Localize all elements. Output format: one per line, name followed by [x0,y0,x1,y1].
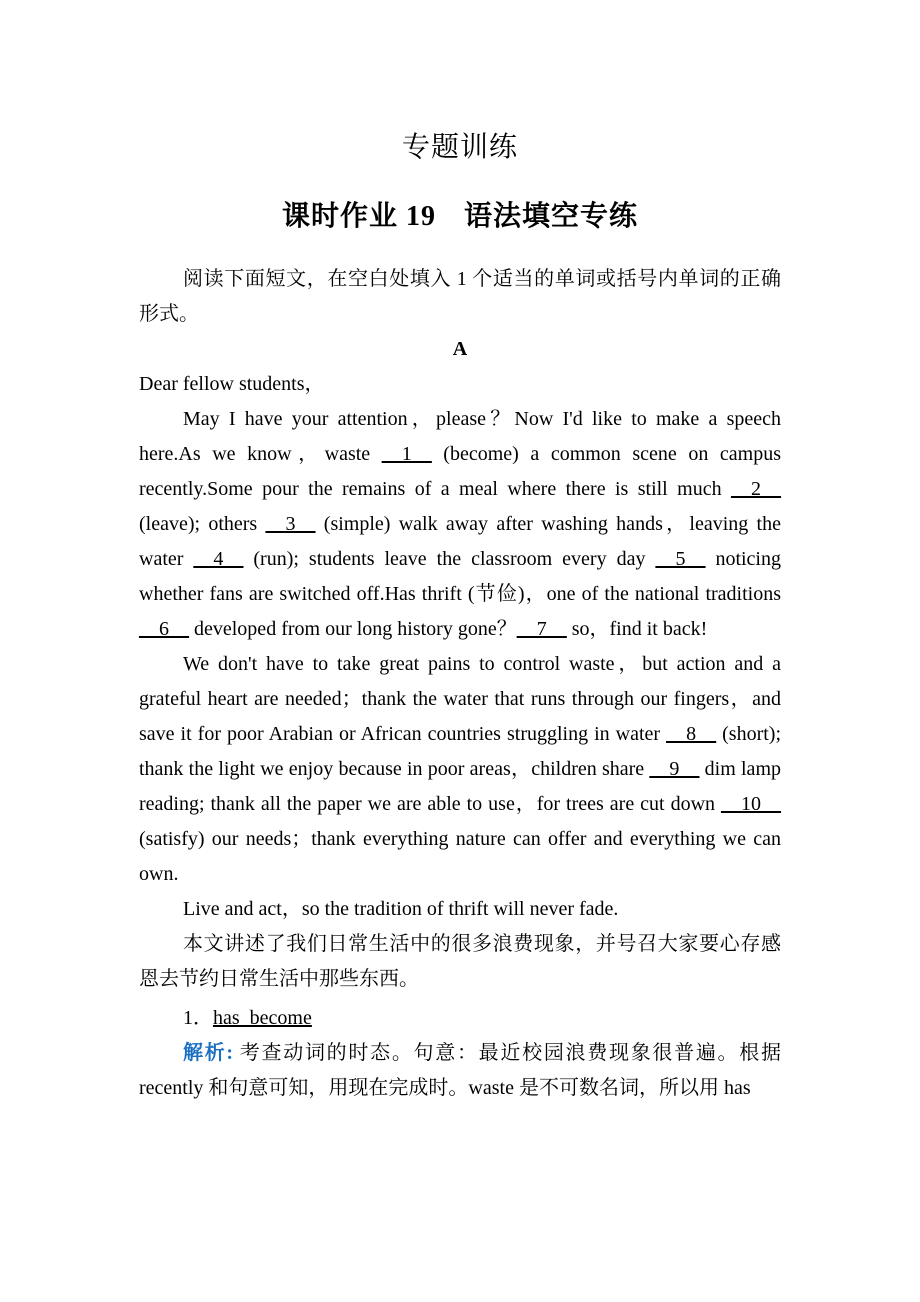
passage-label: A [452,338,468,360]
text-run: (simple) walk away after washing hands，leaving the water [139,513,781,570]
text-run: (satisfy) our needs；thank everything nature can offer and everything we can own. [139,828,781,885]
analysis-text: 考查动词的时态。句意：最近校园浪费现象很普遍。根据 recently 和句意可知，用现在完成时。waste 是不可数名词，所以用 has [139,1042,781,1099]
text-run: (leave); others [139,513,266,535]
section-title: 专题训练 [401,132,518,163]
text-run: developed from our long history gone？ [189,618,517,640]
text-run: so，find it back! [566,618,708,640]
lesson-title [139,197,781,237]
text-run: noticing whether fans are switched off.Has thrift (节俭)，one of the national traditions [139,548,781,605]
answer-item-1 [139,1001,781,1036]
blank-5: __5__ [655,548,706,570]
text-run: dim lamp reading; thank all the paper we are able to use，for trees are cut down [139,758,781,815]
text-run: (run); students leave the classroom every day [243,548,656,570]
passage-paragraph-3: Live and act，so the tradition of thrift will never fade. [183,898,619,920]
greeting: Dear fellow students， [139,373,325,395]
blank-6: __6__ [139,618,189,640]
passage-summary: 本文讲述了我们日常生活中的很多浪费现象，并号召大家要心存感恩去节约日常生活中那些东西。 [139,933,781,990]
blank-7: __7__ [516,618,567,640]
text-run: May I have your attention，please？Now I'd like to make a speech here.As we know，waste [139,408,781,465]
lesson-number: 课时作业 19 [281,201,436,232]
text-run: (short); thank the light we enjoy because in poor areas，children share [139,723,781,780]
blank-2: __2__ [731,478,781,500]
blank-4: __4__ [193,548,244,570]
blank-3: __3__ [265,513,316,535]
instruction-text: 阅读下面短文，在空白处填入 1 个适当的单词或括号内单词的正确形式。 [139,268,781,325]
blank-8: __8__ [666,723,717,745]
blank-9: __9__ [649,758,700,780]
blank-10: __10__ [721,793,781,815]
blank-1: __1__ [381,443,432,465]
answer-number: 1． [183,1007,213,1029]
answer-text: has_become [213,1007,312,1029]
text-run: We don't have to take great pains to control waste，but action and a grateful heart are needed；thank the water that runs through our fingers，and save it for poor Arabian or African countries struggling in water [139,653,781,745]
analysis-1 [139,1036,781,1106]
text-run: (become) a common scene on campus recently.Some pour the remains of a meal where there is still much [139,443,781,500]
passage-paragraph-2 [139,647,781,892]
analysis-label: 解析: [183,1042,234,1064]
document-body [139,262,781,1106]
lesson-subtitle: 语法填空专练 [464,201,639,232]
passage-paragraph-1 [139,402,781,647]
